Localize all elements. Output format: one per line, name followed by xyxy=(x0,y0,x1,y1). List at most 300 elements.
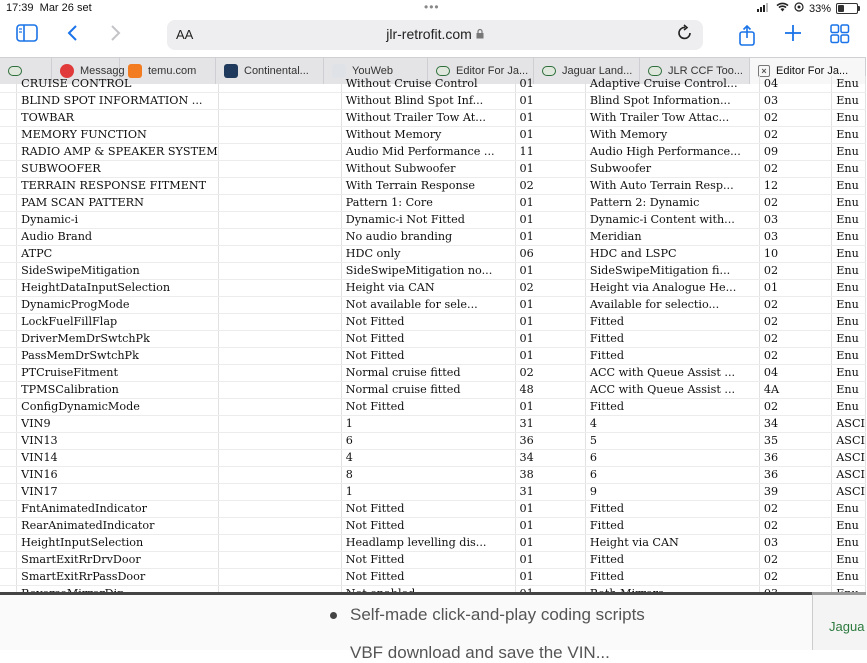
value-type-cell: Enu xyxy=(832,76,866,93)
new-code-cell: 36 xyxy=(759,450,831,467)
new-value-cell[interactable]: Fitted xyxy=(585,399,759,416)
new-value-cell[interactable]: ACC with Queue Assist ... xyxy=(585,382,759,399)
new-code-cell: 02 xyxy=(759,552,831,569)
parameter-name-cell: DynamicProgMode xyxy=(17,297,219,314)
current-value-cell: Not Fitted xyxy=(341,552,515,569)
new-code-cell: 03 xyxy=(759,229,831,246)
side-panel[interactable]: Jagua xyxy=(812,595,867,650)
new-value-cell[interactable]: With Memory xyxy=(585,127,759,144)
current-code-cell: 01 xyxy=(515,76,585,93)
row-marker-cell xyxy=(0,467,17,484)
spacer-cell-cell xyxy=(218,178,341,195)
table-row[interactable] xyxy=(0,382,866,399)
table-row[interactable] xyxy=(0,246,866,263)
value-type-cell: Enu xyxy=(832,144,866,161)
spacer-cell-cell xyxy=(218,144,341,161)
row-marker-cell xyxy=(0,416,17,433)
new-value-cell[interactable]: Height via CAN xyxy=(585,535,759,552)
current-value-cell: Normal cruise fitted xyxy=(341,382,515,399)
jlr-favicon-icon xyxy=(436,66,450,76)
parameter-name-cell: CRUISE CONTROL xyxy=(17,76,219,93)
new-value-cell[interactable]: ACC with Queue Assist ... xyxy=(585,365,759,382)
new-code-cell: 02 xyxy=(759,569,831,586)
value-type-cell: Enu xyxy=(832,365,866,382)
row-marker-cell xyxy=(0,535,17,552)
row-marker-cell xyxy=(0,212,17,229)
spacer-cell-cell xyxy=(218,382,341,399)
current-value-cell: Not Fitted xyxy=(341,331,515,348)
row-marker-cell xyxy=(0,382,17,399)
value-type-cell: Enu xyxy=(832,93,866,110)
new-value-cell[interactable]: With Auto Terrain Resp... xyxy=(585,178,759,195)
table-row[interactable] xyxy=(0,569,866,586)
new-value-cell[interactable]: Fitted xyxy=(585,518,759,535)
current-value-cell: HDC only xyxy=(341,246,515,263)
spacer-cell-cell xyxy=(218,484,341,501)
tab-label: Jaguar Land... xyxy=(562,65,633,77)
row-marker-cell xyxy=(0,569,17,586)
wifi-icon xyxy=(776,2,789,15)
new-code-cell: 4A xyxy=(759,382,831,399)
table-row[interactable] xyxy=(0,280,866,297)
jlr-favicon-icon xyxy=(648,66,662,76)
spacer-cell-cell xyxy=(218,110,341,127)
page-below-table xyxy=(0,592,866,662)
current-value-cell: Height via CAN xyxy=(341,280,515,297)
table-row[interactable] xyxy=(0,93,866,110)
value-type-cell: Enu xyxy=(832,535,866,552)
row-marker-cell xyxy=(0,501,17,518)
value-type-cell: ASCI xyxy=(832,416,866,433)
spacer-cell-cell xyxy=(218,212,341,229)
table-row[interactable] xyxy=(0,399,866,416)
row-marker-cell xyxy=(0,348,17,365)
value-type-cell: ASCI xyxy=(832,484,866,501)
row-marker-cell xyxy=(0,365,17,382)
spacer-cell-cell xyxy=(218,518,341,535)
row-marker-cell xyxy=(0,178,17,195)
new-value-cell[interactable]: Height via Analogue He... xyxy=(585,280,759,297)
current-code-cell: 01 xyxy=(515,331,585,348)
value-type-cell: Enu xyxy=(832,552,866,569)
value-type-cell: Enu xyxy=(832,280,866,297)
parameter-name-cell: SmartExitRrDrvDoor xyxy=(17,552,219,569)
new-value-cell[interactable]: Audio High Performance... xyxy=(585,144,759,161)
spacer-cell-cell xyxy=(218,246,341,263)
new-value-cell[interactable]: 6 xyxy=(585,450,759,467)
table-row[interactable] xyxy=(0,467,866,484)
parameter-name-cell: LockFuelFillFlap xyxy=(17,314,219,331)
spacer-cell-cell xyxy=(218,195,341,212)
table-row[interactable] xyxy=(0,518,866,535)
row-marker-cell xyxy=(0,297,17,314)
new-code-cell: 03 xyxy=(759,212,831,229)
table-row[interactable] xyxy=(0,416,866,433)
row-marker-cell xyxy=(0,93,17,110)
row-marker-cell xyxy=(0,552,17,569)
new-value-cell[interactable]: Fitted xyxy=(585,348,759,365)
spacer-cell-cell xyxy=(218,280,341,297)
spacer-cell-cell xyxy=(218,467,341,484)
current-code-cell: 01 xyxy=(515,229,585,246)
new-code-cell: 02 xyxy=(759,110,831,127)
row-marker-cell xyxy=(0,399,17,416)
value-type-cell: Enu xyxy=(832,178,866,195)
parameter-name-cell: BLIND SPOT INFORMATION ... xyxy=(17,93,219,110)
table-row[interactable] xyxy=(0,297,866,314)
table-row[interactable] xyxy=(0,331,866,348)
current-code-cell: 02 xyxy=(515,178,585,195)
value-type-cell: Enu xyxy=(832,331,866,348)
current-value-cell: Without Cruise Control xyxy=(341,76,515,93)
current-code-cell: 01 xyxy=(515,263,585,280)
spacer-cell-cell xyxy=(218,433,341,450)
parameter-name-cell: VIN9 xyxy=(17,416,219,433)
value-type-cell: Enu xyxy=(832,161,866,178)
parameter-name-cell: VIN14 xyxy=(17,450,219,467)
new-code-cell: 04 xyxy=(759,76,831,93)
table-row[interactable] xyxy=(0,178,866,195)
current-value-cell: Audio Mid Performance ... xyxy=(341,144,515,161)
spacer-cell-cell xyxy=(218,93,341,110)
tab-label: Continental... xyxy=(244,65,309,77)
value-type-cell: ASCI xyxy=(832,467,866,484)
parameter-name-cell: RearAnimatedIndicator xyxy=(17,518,219,535)
current-code-cell: 01 xyxy=(515,195,585,212)
current-code-cell: 36 xyxy=(515,433,585,450)
new-value-cell[interactable]: HDC and LSPC xyxy=(585,246,759,263)
current-code-cell: 38 xyxy=(515,467,585,484)
current-value-cell: Normal cruise fitted xyxy=(341,365,515,382)
status-indicators xyxy=(757,2,858,15)
share-icon[interactable] xyxy=(738,24,756,51)
table-row[interactable] xyxy=(0,195,866,212)
current-value-cell: Headlamp levelling dis... xyxy=(341,535,515,552)
table-row[interactable] xyxy=(0,484,866,501)
new-code-cell: 02 xyxy=(759,331,831,348)
row-marker-cell xyxy=(0,229,17,246)
forward-icon[interactable] xyxy=(110,24,122,47)
new-tab-icon[interactable] xyxy=(784,24,802,47)
tab-label: temu.com xyxy=(148,65,197,77)
parameter-name-cell: ATPC xyxy=(17,246,219,263)
sidebar-icon[interactable] xyxy=(16,24,38,47)
signal-icon xyxy=(757,2,771,15)
table-row[interactable] xyxy=(0,433,866,450)
current-value-cell: SideSwipeMitigation no... xyxy=(341,263,515,280)
table-row[interactable] xyxy=(0,348,866,365)
value-type-cell: Enu xyxy=(832,212,866,229)
current-code-cell: 31 xyxy=(515,416,585,433)
new-value-cell[interactable]: 6 xyxy=(585,467,759,484)
table-row[interactable] xyxy=(0,501,866,518)
new-code-cell: 02 xyxy=(759,195,831,212)
bullet-icon xyxy=(330,612,337,619)
current-code-cell: 06 xyxy=(515,246,585,263)
spacer-cell-cell xyxy=(218,229,341,246)
value-type-cell: Enu xyxy=(832,127,866,144)
new-value-cell[interactable]: Fitted xyxy=(585,331,759,348)
new-code-cell: 02 xyxy=(759,314,831,331)
new-value-cell[interactable]: Available for selectio... xyxy=(585,297,759,314)
new-value-cell[interactable]: Fitted xyxy=(585,552,759,569)
new-code-cell: 02 xyxy=(759,399,831,416)
current-value-cell: Without Trailer Tow At... xyxy=(341,110,515,127)
table-row[interactable] xyxy=(0,450,866,467)
new-code-cell: 02 xyxy=(759,161,831,178)
new-code-cell: 36 xyxy=(759,467,831,484)
current-value-cell: 8 xyxy=(341,467,515,484)
current-code-cell: 01 xyxy=(515,212,585,229)
value-type-cell: Enu xyxy=(832,246,866,263)
new-code-cell: 02 xyxy=(759,501,831,518)
parameter-name-cell: Dynamic-i xyxy=(17,212,219,229)
current-code-cell: 01 xyxy=(515,127,585,144)
value-type-cell: Enu xyxy=(832,382,866,399)
current-code-cell: 01 xyxy=(515,535,585,552)
current-value-cell: No audio branding xyxy=(341,229,515,246)
current-value-cell: Not Fitted xyxy=(341,314,515,331)
new-code-cell: 34 xyxy=(759,416,831,433)
row-marker-cell xyxy=(0,110,17,127)
parameter-name-cell: SUBWOOFER xyxy=(17,161,219,178)
current-code-cell: 11 xyxy=(515,144,585,161)
spacer-cell-cell xyxy=(218,399,341,416)
jlr-favicon-icon xyxy=(542,66,556,76)
spacer-cell-cell xyxy=(218,552,341,569)
spacer-cell-cell xyxy=(218,365,341,382)
jlr-favicon-icon xyxy=(8,66,22,76)
new-value-cell[interactable]: Meridian xyxy=(585,229,759,246)
feature-item: VBF download and save the VIN... xyxy=(350,643,610,662)
current-code-cell: 01 xyxy=(515,552,585,569)
table-row[interactable] xyxy=(0,229,866,246)
parameter-name-cell: PAM SCAN PATTERN xyxy=(17,195,219,212)
current-code-cell: 48 xyxy=(515,382,585,399)
spacer-cell-cell xyxy=(218,297,341,314)
status-bar xyxy=(0,0,866,18)
parameter-name-cell: PassMemDrSwtchPk xyxy=(17,348,219,365)
new-code-cell: 02 xyxy=(759,297,831,314)
row-marker-cell xyxy=(0,195,17,212)
current-value-cell: Not Fitted xyxy=(341,399,515,416)
current-code-cell: 01 xyxy=(515,93,585,110)
table-row[interactable] xyxy=(0,110,866,127)
tab-label: Editor For Ja... xyxy=(776,65,849,77)
row-marker-cell xyxy=(0,246,17,263)
parameter-name-cell: VIN13 xyxy=(17,433,219,450)
value-type-cell: Enu xyxy=(832,501,866,518)
value-type-cell: Enu xyxy=(832,348,866,365)
current-code-cell: 31 xyxy=(515,484,585,501)
reload-icon[interactable] xyxy=(677,24,693,47)
current-code-cell: 01 xyxy=(515,518,585,535)
current-value-cell: Not Fitted xyxy=(341,348,515,365)
battery-percent: 33% xyxy=(808,2,831,15)
new-code-cell: 12 xyxy=(759,178,831,195)
spacer-cell-cell xyxy=(218,348,341,365)
current-value-cell: Without Blind Spot Inf... xyxy=(341,93,515,110)
spacer-cell-cell xyxy=(218,535,341,552)
new-value-cell[interactable]: Fitted xyxy=(585,569,759,586)
browser-toolbar xyxy=(0,18,866,54)
current-value-cell: 6 xyxy=(341,433,515,450)
new-code-cell: 39 xyxy=(759,484,831,501)
new-value-cell[interactable]: 4 xyxy=(585,416,759,433)
row-marker-cell xyxy=(0,433,17,450)
location-icon xyxy=(794,2,804,15)
value-type-cell: Enu xyxy=(832,314,866,331)
table-row[interactable] xyxy=(0,263,866,280)
current-code-cell: 01 xyxy=(515,314,585,331)
spacer-cell-cell xyxy=(218,127,341,144)
new-code-cell: 09 xyxy=(759,144,831,161)
value-type-cell: Enu xyxy=(832,297,866,314)
table-row[interactable] xyxy=(0,127,866,144)
lock-icon xyxy=(476,26,484,42)
current-code-cell: 02 xyxy=(515,280,585,297)
current-value-cell: Without Subwoofer xyxy=(341,161,515,178)
table-row[interactable] xyxy=(0,76,866,93)
parameter-name-cell: Audio Brand xyxy=(17,229,219,246)
current-code-cell: 01 xyxy=(515,569,585,586)
feature-item: Self-made click-and-play coding scripts xyxy=(350,605,645,624)
new-code-cell: 01 xyxy=(759,280,831,297)
address-bar[interactable] xyxy=(167,20,703,50)
text-size-button[interactable]: AA xyxy=(176,27,194,42)
current-value-cell: Not Fitted xyxy=(341,518,515,535)
current-code-cell: 01 xyxy=(515,501,585,518)
current-value-cell: Dynamic-i Not Fitted xyxy=(341,212,515,229)
spacer-cell-cell xyxy=(218,416,341,433)
parameter-name-cell: TPMSCalibration xyxy=(17,382,219,399)
current-code-cell: 34 xyxy=(515,450,585,467)
spacer-cell-cell xyxy=(218,569,341,586)
new-code-cell: 03 xyxy=(759,535,831,552)
new-value-cell[interactable]: 9 xyxy=(585,484,759,501)
new-code-cell: 03 xyxy=(759,93,831,110)
parameter-name-cell: SideSwipeMitigation xyxy=(17,263,219,280)
row-marker-cell xyxy=(0,144,17,161)
row-marker-cell xyxy=(0,331,17,348)
spacer-cell-cell xyxy=(218,450,341,467)
tab-label: Messagg xyxy=(80,65,125,77)
current-code-cell: 01 xyxy=(515,110,585,127)
current-value-cell: 1 xyxy=(341,484,515,501)
current-value-cell: With Terrain Response xyxy=(341,178,515,195)
value-type-cell: Enu xyxy=(832,518,866,535)
new-code-cell: 02 xyxy=(759,127,831,144)
back-icon[interactable] xyxy=(66,24,78,47)
new-value-cell[interactable]: Blind Spot Information... xyxy=(585,93,759,110)
new-value-cell[interactable]: Fitted xyxy=(585,314,759,331)
row-marker-cell xyxy=(0,484,17,501)
current-value-cell: Not Fitted xyxy=(341,501,515,518)
current-value-cell: Pattern 1: Core xyxy=(341,195,515,212)
table-row[interactable] xyxy=(0,314,866,331)
row-marker-cell xyxy=(0,450,17,467)
spacer-cell-cell xyxy=(218,263,341,280)
value-type-cell: Enu xyxy=(832,569,866,586)
value-type-cell: Enu xyxy=(832,195,866,212)
table-row[interactable] xyxy=(0,365,866,382)
new-value-cell[interactable]: Adaptive Cruise Control... xyxy=(585,76,759,93)
parameter-name-cell: TOWBAR xyxy=(17,110,219,127)
parameter-name-cell: VIN16 xyxy=(17,467,219,484)
url-text[interactable]: jlr-retrofit.com xyxy=(167,26,703,42)
ccf-editor-content xyxy=(0,77,866,592)
parameter-name-cell: ConfigDynamicMode xyxy=(17,399,219,416)
new-value-cell[interactable]: Dynamic-i Content with... xyxy=(585,212,759,229)
parameter-name-cell: MEMORY FUNCTION xyxy=(17,127,219,144)
parameter-name-cell: HeightDataInputSelection xyxy=(17,280,219,297)
new-value-cell[interactable]: With Trailer Tow Attac... xyxy=(585,110,759,127)
parameter-name-cell: TERRAIN RESPONSE FITMENT xyxy=(17,178,219,195)
tab-overview-icon[interactable] xyxy=(830,24,850,49)
table-row[interactable] xyxy=(0,212,866,229)
current-code-cell: 01 xyxy=(515,399,585,416)
current-value-cell: 1 xyxy=(341,416,515,433)
spacer-cell-cell xyxy=(218,331,341,348)
new-code-cell: 02 xyxy=(759,518,831,535)
value-type-cell: ASCI xyxy=(832,433,866,450)
current-code-cell: 01 xyxy=(515,297,585,314)
parameter-name-cell: FntAnimatedIndicator xyxy=(17,501,219,518)
row-marker-cell xyxy=(0,518,17,535)
new-value-cell[interactable]: 5 xyxy=(585,433,759,450)
status-time: 17:39 Mar 26 set xyxy=(6,2,92,14)
table-row[interactable] xyxy=(0,535,866,552)
spacer-cell-cell xyxy=(218,501,341,518)
table-row[interactable] xyxy=(0,161,866,178)
value-type-cell: Enu xyxy=(832,263,866,280)
ccf-table xyxy=(0,76,866,603)
row-marker-cell xyxy=(0,127,17,144)
new-code-cell: 35 xyxy=(759,433,831,450)
tab-label: YouWeb xyxy=(352,65,393,77)
new-value-cell[interactable]: Subwoofer xyxy=(585,161,759,178)
spacer-cell-cell xyxy=(218,314,341,331)
parameter-name-cell: SmartExitRrPassDoor xyxy=(17,569,219,586)
row-marker-cell xyxy=(0,280,17,297)
new-code-cell: 02 xyxy=(759,348,831,365)
row-marker-cell xyxy=(0,314,17,331)
close-tab-icon[interactable]: × xyxy=(758,65,770,77)
current-value-cell: Not Fitted xyxy=(341,569,515,586)
spacer-cell-cell xyxy=(218,161,341,178)
row-marker-cell xyxy=(0,161,17,178)
new-value-cell[interactable]: Pattern 2: Dynamic xyxy=(585,195,759,212)
parameter-name-cell: VIN17 xyxy=(17,484,219,501)
table-row[interactable] xyxy=(0,144,866,161)
value-type-cell: Enu xyxy=(832,399,866,416)
row-marker-cell xyxy=(0,76,17,93)
row-marker-cell xyxy=(0,263,17,280)
parameter-name-cell: RADIO AMP & SPEAKER SYSTEM xyxy=(17,144,219,161)
value-type-cell: Enu xyxy=(832,229,866,246)
new-code-cell: 04 xyxy=(759,365,831,382)
table-row[interactable] xyxy=(0,552,866,569)
value-type-cell: Enu xyxy=(832,110,866,127)
multitask-dots[interactable]: ••• xyxy=(424,0,440,14)
current-value-cell: Not available for sele... xyxy=(341,297,515,314)
new-value-cell[interactable]: Fitted xyxy=(585,501,759,518)
feature-list-card xyxy=(0,592,812,662)
current-code-cell: 01 xyxy=(515,348,585,365)
new-value-cell[interactable]: SideSwipeMitigation fi... xyxy=(585,263,759,280)
tab-label: Editor For Ja... xyxy=(456,65,529,77)
parameter-name-cell: PTCruiseFitment xyxy=(17,365,219,382)
